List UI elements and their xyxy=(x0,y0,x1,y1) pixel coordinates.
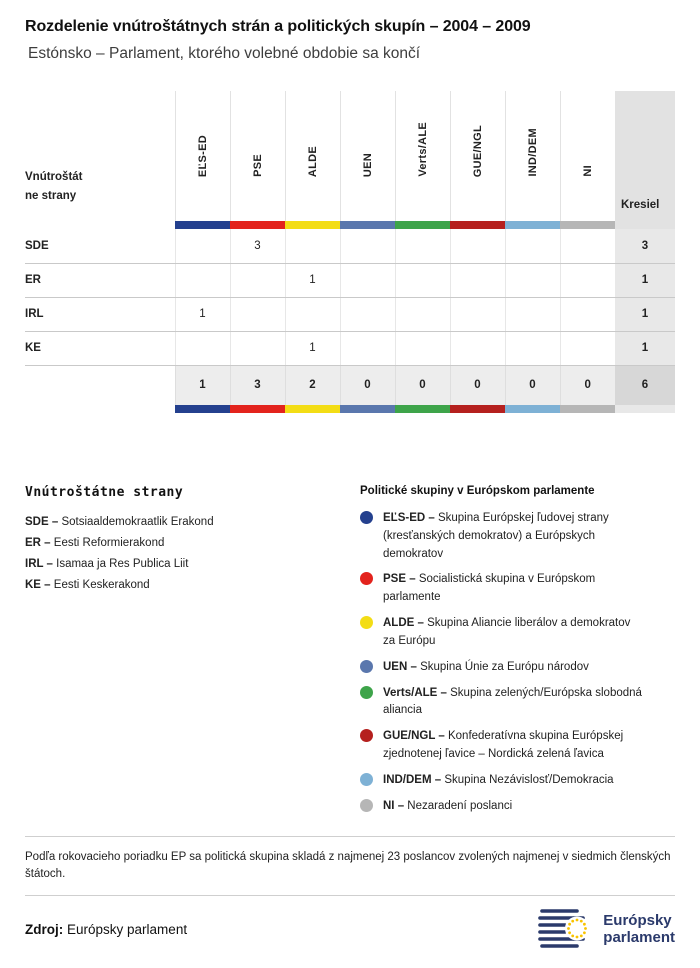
group-color-bar xyxy=(450,405,505,413)
party-legend-item xyxy=(25,537,360,549)
party-abbr: KE – xyxy=(25,579,51,591)
seat-cell xyxy=(395,229,450,263)
group-desc: Socialistická skupina v Európskom parlamente xyxy=(383,573,596,604)
column-total-cell: 2 xyxy=(285,365,340,405)
group-desc: Skupina zelených/Európska slobodná aliancia xyxy=(383,686,642,717)
group-legend-item xyxy=(360,798,675,816)
header-row xyxy=(25,91,675,221)
seat-cell xyxy=(560,263,615,297)
party-label: ER xyxy=(25,263,175,297)
group-desc: Skupina Nezávislosť/Demokracia xyxy=(444,773,614,786)
political-groups-legend xyxy=(360,485,675,823)
seat-cell xyxy=(505,331,560,365)
group-color-bar xyxy=(395,221,450,229)
column-header-uen: UEN xyxy=(361,152,374,177)
group-abbr: UEN – xyxy=(383,660,417,673)
table-row-er xyxy=(25,263,675,297)
seat-cell xyxy=(230,263,285,297)
column-total-cell: 0 xyxy=(505,365,560,405)
group-legend-item xyxy=(360,685,675,721)
column-total-cell: 0 xyxy=(340,365,395,405)
group-color-bar xyxy=(560,405,615,413)
group-color-dot xyxy=(360,773,373,786)
group-color-dot xyxy=(360,729,373,742)
party-label: SDE xyxy=(25,229,175,263)
group-color-bar xyxy=(450,221,505,229)
group-abbr: Verts/ALE – xyxy=(383,686,447,699)
group-desc: Skupina Únie za Európu národov xyxy=(420,660,589,673)
seat-cell xyxy=(560,331,615,365)
group-color-dot xyxy=(360,572,373,585)
group-color-bar xyxy=(340,221,395,229)
group-color-bar xyxy=(230,405,285,413)
bottom-section xyxy=(0,836,700,968)
group-abbr: PSE – xyxy=(383,573,416,586)
party-label: KE xyxy=(25,331,175,365)
totals-row xyxy=(25,365,675,405)
group-color-bar xyxy=(505,405,560,413)
column-header-alde: ALDE xyxy=(306,145,319,177)
seat-cell xyxy=(450,297,505,331)
row-total-cell: 1 xyxy=(615,297,675,331)
party-legend-item xyxy=(25,558,360,570)
seat-cell xyxy=(505,229,560,263)
column-header-gue-ngl: GUE/NGL xyxy=(471,124,484,177)
page-subtitle: Estónsko – Parlament, ktorého volebné obdobie sa končí xyxy=(28,45,421,62)
totals-row-label xyxy=(25,365,175,405)
legends xyxy=(0,485,700,823)
seat-cell: 1 xyxy=(175,297,230,331)
column-total-cell: 0 xyxy=(560,365,615,405)
seat-cell xyxy=(175,331,230,365)
source xyxy=(25,922,187,937)
seat-cell xyxy=(395,331,450,365)
ep-logo-line1: Európsky xyxy=(603,911,672,929)
national-parties-legend-title: Vnútroštátne strany xyxy=(25,485,184,500)
group-legend-item xyxy=(360,728,675,764)
column-header-ni: NI xyxy=(581,165,594,177)
content xyxy=(0,0,700,413)
seats-column-header: Kresiel xyxy=(621,199,660,211)
grand-total-cell: 6 xyxy=(615,365,675,405)
seat-cell xyxy=(175,229,230,263)
top-color-bar-row xyxy=(25,221,675,229)
row-total-cell: 3 xyxy=(615,229,675,263)
group-abbr: ALDE – xyxy=(383,617,424,630)
column-header-ind-dem: IND/DEM xyxy=(526,128,539,177)
seat-cell xyxy=(560,229,615,263)
group-legend-item xyxy=(360,571,675,607)
group-abbr: IND/DEM – xyxy=(383,773,442,786)
seat-cell: 1 xyxy=(285,331,340,365)
group-desc: Konfederatívna skupina Európskej zjednotenej ľavice – Nordická zelená ľavica xyxy=(383,730,624,760)
seat-cell xyxy=(230,297,285,331)
group-legend-item xyxy=(360,772,675,790)
european-parliament-logo xyxy=(537,906,675,952)
group-color-dot xyxy=(360,511,373,524)
group-legend-item xyxy=(360,615,675,651)
source-label: Zdroj: xyxy=(25,921,64,937)
seat-cell xyxy=(395,263,450,297)
column-header-pse: PSE xyxy=(251,154,264,177)
seats-table xyxy=(25,91,675,413)
group-abbr: GUE/NGL – xyxy=(383,730,445,743)
seat-cell xyxy=(395,297,450,331)
table-row-ke xyxy=(25,331,675,365)
group-color-bar xyxy=(285,221,340,229)
group-desc: Skupina Aliancie liberálov a demokratov za Európu xyxy=(383,617,631,647)
seat-cell xyxy=(285,229,340,263)
party-abbr: IRL – xyxy=(25,558,53,570)
seat-cell xyxy=(560,297,615,331)
group-desc: Nezaradení poslanci xyxy=(407,799,513,812)
column-header-verts-ale: Verts/ALE xyxy=(416,122,429,177)
seat-cell xyxy=(175,263,230,297)
page-title: Rozdelenie vnútroštátnych strán a politických skupín – 2004 – 2009 xyxy=(25,18,531,35)
row-header-cell xyxy=(25,91,175,221)
group-color-bar xyxy=(285,405,340,413)
bottom-color-bar-row xyxy=(25,405,675,413)
seat-cell: 3 xyxy=(230,229,285,263)
seat-cell xyxy=(505,263,560,297)
party-name: Eesti Keskerakond xyxy=(53,579,150,591)
party-name: Sotsiaaldemokraatlik Erakond xyxy=(61,516,214,528)
ep-logo-text xyxy=(603,912,675,947)
group-abbr: EĽS-ED – xyxy=(383,512,435,524)
seats-column-header-cell xyxy=(615,91,675,221)
column-total-cell: 3 xyxy=(230,365,285,405)
group-color-dot xyxy=(360,799,373,812)
group-color-bar xyxy=(505,221,560,229)
seat-cell xyxy=(340,331,395,365)
column-total-cell: 0 xyxy=(395,365,450,405)
group-color-bar xyxy=(175,221,230,229)
group-abbr: NI – xyxy=(383,799,405,812)
group-color-dot xyxy=(360,686,373,699)
party-abbr: ER – xyxy=(25,537,51,549)
column-total-cell: 1 xyxy=(175,365,230,405)
seat-cell xyxy=(505,297,560,331)
column-header-els-ed: EĽS-ED xyxy=(196,134,209,177)
party-abbr: SDE – xyxy=(25,516,59,528)
party-legend-item xyxy=(25,516,360,528)
group-color-bar xyxy=(175,405,230,413)
party-name: Isamaa ja Res Publica Liit xyxy=(56,558,189,570)
group-color-bar xyxy=(560,221,615,229)
ep-emblem-icon xyxy=(537,906,593,952)
seat-cell xyxy=(450,229,505,263)
ep-logo-line2: parlament xyxy=(603,929,675,946)
group-desc: Skupina Európskej ľudovej strany (kresťanských demokratov) a Európskych demokratov xyxy=(383,512,609,560)
national-parties-legend xyxy=(25,485,360,823)
political-groups-legend-title: Politické skupiny v Európskom parlamente xyxy=(360,485,595,497)
seat-cell xyxy=(340,297,395,331)
group-color-dot xyxy=(360,616,373,629)
group-color-bar xyxy=(230,221,285,229)
party-label: IRL xyxy=(25,297,175,331)
row-header-label: Vnútroštátne strany xyxy=(25,171,83,202)
party-name: Eesti Reformierakond xyxy=(53,537,165,549)
table-row-irl xyxy=(25,297,675,331)
row-total-cell: 1 xyxy=(615,263,675,297)
seat-cell: 1 xyxy=(285,263,340,297)
footnote: Podľa rokovacieho poriadku EP sa politická skupina skladá z najmenej 23 poslancov zvolených najmenej v siedmich členských štátoch. xyxy=(25,836,675,897)
seat-cell xyxy=(450,331,505,365)
group-legend-item xyxy=(360,510,675,563)
seat-cell xyxy=(450,263,505,297)
group-legend-item xyxy=(360,659,675,677)
group-color-bar xyxy=(340,405,395,413)
source-name: Európsky parlament xyxy=(67,921,188,937)
table-row-sde xyxy=(25,229,675,263)
row-total-cell: 1 xyxy=(615,331,675,365)
column-total-cell: 0 xyxy=(450,365,505,405)
group-color-dot xyxy=(360,660,373,673)
seat-cell xyxy=(340,263,395,297)
seat-cell xyxy=(285,297,340,331)
seat-cell xyxy=(340,229,395,263)
footer xyxy=(25,896,675,968)
seat-cell xyxy=(230,331,285,365)
group-color-bar xyxy=(395,405,450,413)
party-legend-item xyxy=(25,579,360,591)
